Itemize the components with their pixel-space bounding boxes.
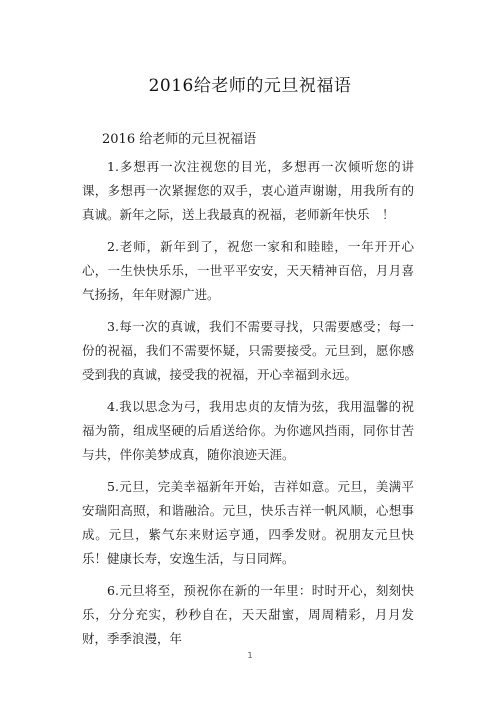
page-number: 1 (247, 651, 253, 660)
document-title: 2016给老师的元旦祝福语 (148, 76, 352, 96)
paragraph-1: 1.多想再一次注视您的目光，多想再一次倾听您的讲课，多想再一次紧握您的双手，衷心道声谢谢，用我所有的真诚。新年之际，送上我最真的祝福，老师新年快乐 ！ (82, 159, 414, 222)
paragraph-4: 4.我以思念为弓，我用忠贞的友情为弦，我用温馨的祝福为箭，组成坚硬的后盾送给你。为你遮风挡雨，同你甘苦与共，伴你美梦成真，随你浪迹天涯。 (82, 399, 414, 462)
document-subtitle: 2016 给老师的元旦祝福语 (102, 132, 257, 147)
document-body (82, 155, 414, 659)
paragraph-5: 5.元旦，完美幸福新年开始，吉祥如意。元旦，美满平安瑞阳高照，和谐融洽。元旦，快乐吉祥一帆风顺，心想事成。元旦，紫气东来财运亨通，四季发财。祝朋友元旦快乐！健康长寿，安逸生活，与日同辉。 (82, 479, 414, 566)
paragraph-6: 6.元旦将至，预祝你在新的一年里：时时开心，刻刻快乐，分分充实，秒秒自在，天天甜蜜，周周精彩，月月发财，季季浪漫，年 (82, 583, 414, 646)
paragraph-2: 2.老师，新年到了，祝您一家和和睦睦，一年开开心心，一生快快乐乐，一世平平安安，天天精神百倍，月月喜气扬扬，年年财源广进。 (82, 239, 414, 302)
paragraph-3: 3.每一次的真诚，我们不需要寻找，只需要感受；每一份的祝福，我们不需要怀疑，只需要接受。元旦到，愿你感受到我的真诚，接受我的祝福，开心幸福到永远。 (82, 319, 414, 382)
